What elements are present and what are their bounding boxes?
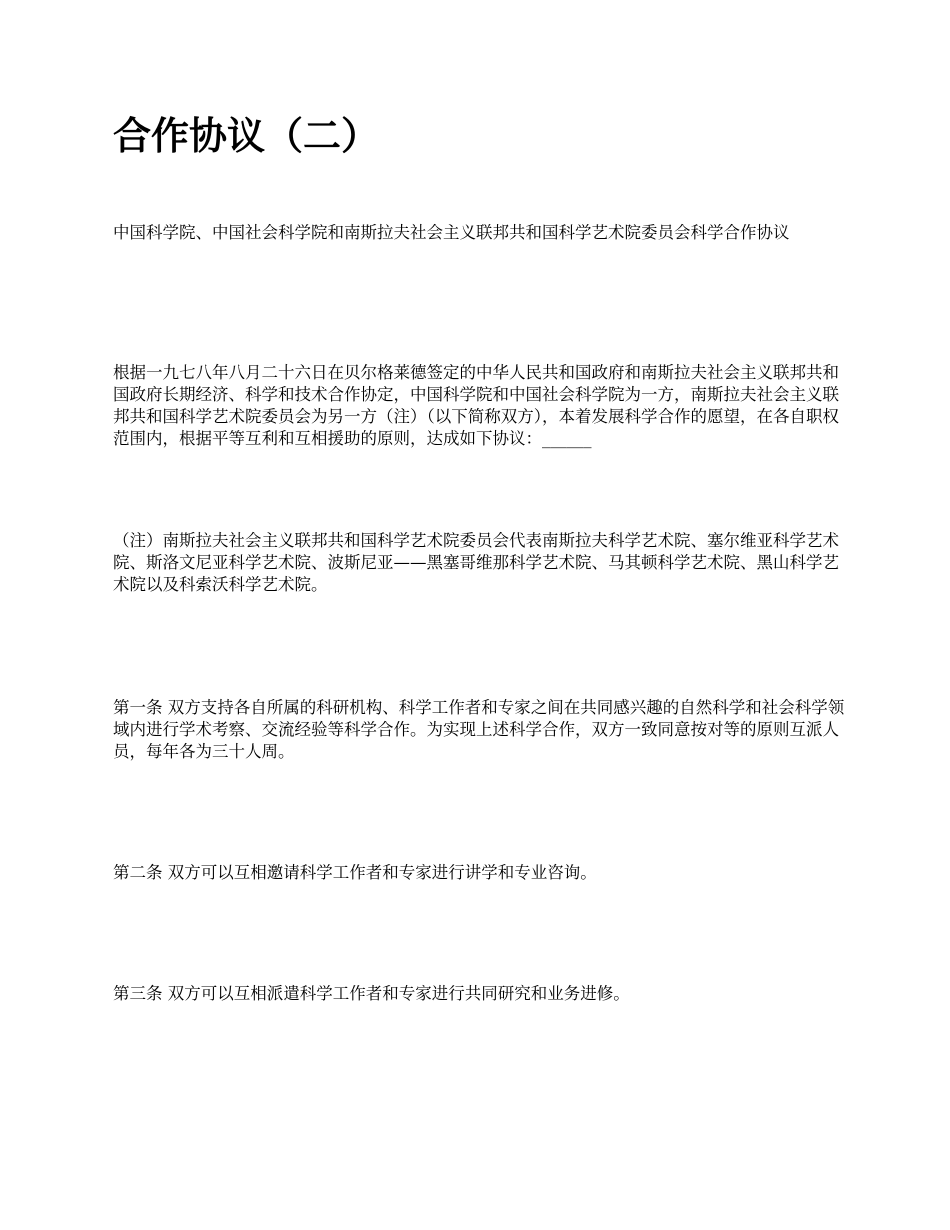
- article-3-paragraph: 第三条 双方可以互相派遣科学工作者和专家进行共同研究和业务进修。: [113, 984, 630, 1003]
- article-1-paragraph: 第一条 双方支持各自所属的科研机构、科学工作者和专家之间在共同感兴趣的自然科学和社会科学领域内进行学术考察、交流经验等科学合作。为实现上述科学合作，双方一致同意按对等的原则互派人员，每年各为三十人周。: [113, 698, 845, 761]
- document-title: 合作协议（二）: [113, 114, 380, 158]
- article-2-paragraph: 第二条 双方可以互相邀请科学工作者和专家进行讲学和专业咨询。: [113, 863, 597, 882]
- agreement-subtitle: 中国科学院、中国社会科学院和南斯拉夫社会主义联邦共和国科学艺术院委员会科学合作协议: [113, 223, 790, 242]
- preamble-paragraph: 根据一九七八年八月二十六日在贝尔格莱德签定的中华人民共和国政府和南斯拉夫社会主义联邦共和国政府长期经济、科学和技术合作协定，中国科学院和中国社会科学院为一方，南斯拉夫社会主义联邦共和国科学艺术院委员会为另一方（注）（以下简称双方），本着发展科学合作的愿望，在各自职权范围内，根据平等互利和互相援助的原则，达成如下协议：______: [113, 363, 839, 448]
- note-paragraph: （注）南斯拉夫社会主义联邦共和国科学艺术院委员会代表南斯拉夫科学艺术院、塞尔维亚科学艺术院、斯洛文尼亚科学艺术院、波斯尼亚——黑塞哥维那科学艺术院、马其顿科学艺术院、黑山科学艺术院以及科索沃科学艺术院。: [113, 531, 839, 594]
